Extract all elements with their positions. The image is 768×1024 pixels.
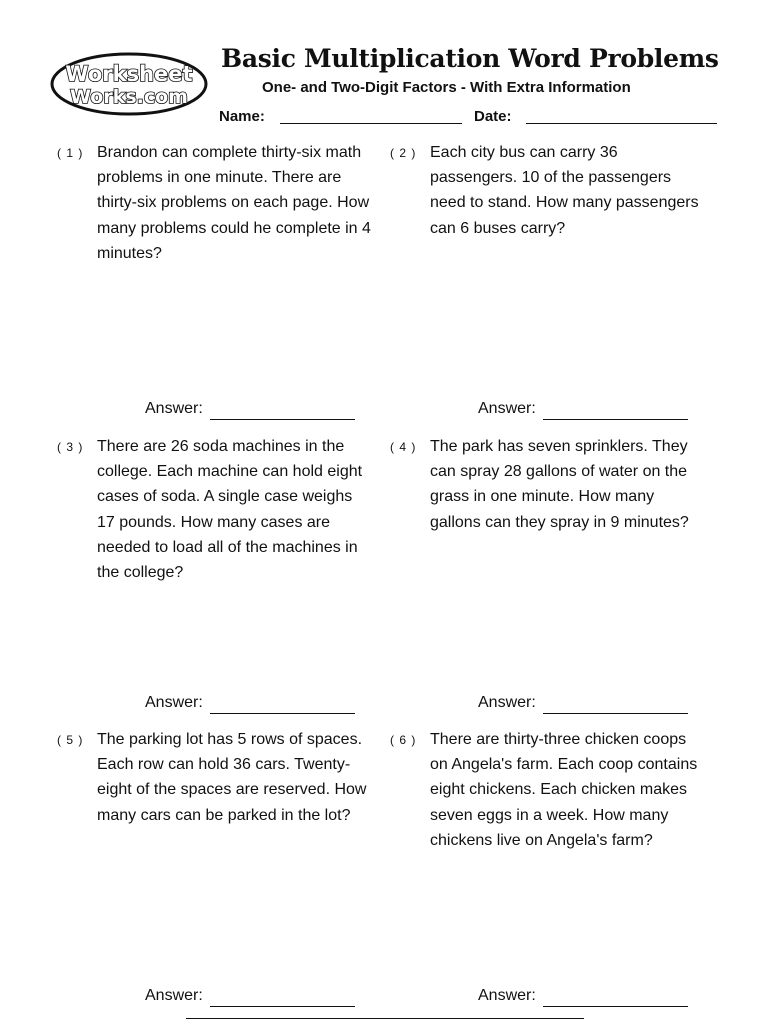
problem-text: There are thirty-three chicken coops on Angela's farm. Each coop contains eight chickens. Each chicken makes seven eggs in a week. How many chickens live on Angela's farm? bbox=[430, 731, 698, 849]
problem-number: ( 6 ) bbox=[390, 733, 417, 747]
name-label: Name: bbox=[219, 108, 265, 125]
problem-number: ( 4 ) bbox=[390, 440, 417, 454]
answer-field-6[interactable] bbox=[543, 1006, 688, 1007]
answer-label: Answer: bbox=[478, 400, 536, 417]
worksheetworks-logo bbox=[50, 52, 208, 116]
answer-label: Answer: bbox=[478, 694, 536, 711]
problem-text: The park has seven sprinklers. They can spray 28 gallons of water on the grass in one minute. How many gallons can they spray in 9 minutes? bbox=[430, 438, 689, 531]
problem-text: Each city bus can carry 36 passengers. 10 of the passengers need to stand. How many passengers can 6 buses carry? bbox=[430, 144, 699, 237]
problem-text: The parking lot has 5 rows of spaces. Each row can hold 36 cars. Twenty-eight of the spaces are reserved. How many cars can be parked in the lot? bbox=[97, 731, 367, 824]
answer-label: Answer: bbox=[145, 400, 203, 417]
footer-divider bbox=[186, 1018, 584, 1019]
answer-label: Answer: bbox=[145, 987, 203, 1004]
name-field[interactable] bbox=[280, 123, 462, 124]
answer-field-4[interactable] bbox=[543, 713, 688, 714]
answer-field-1[interactable] bbox=[210, 419, 355, 420]
logo-line1: Worksheet bbox=[65, 62, 193, 86]
problem-text: There are 26 soda machines in the college. Each machine can hold eight cases of soda. A single case weighs 17 pounds. How many cases are needed to load all of the machines in the college? bbox=[97, 438, 363, 582]
problem-number: ( 3 ) bbox=[57, 440, 84, 454]
problem-number: ( 2 ) bbox=[390, 146, 417, 160]
page-title: Basic Multiplication Word Problems bbox=[221, 44, 719, 73]
problem-text: Brandon can complete thirty-six math problems in one minute. There are thirty-six problems on each page. How many problems could he complete in 4 minutes? bbox=[97, 144, 371, 262]
answer-label: Answer: bbox=[478, 987, 536, 1004]
answer-label: Answer: bbox=[145, 694, 203, 711]
answer-field-3[interactable] bbox=[210, 713, 355, 714]
problem-number: ( 1 ) bbox=[57, 146, 84, 160]
date-field[interactable] bbox=[526, 123, 717, 124]
problem-number: ( 5 ) bbox=[57, 733, 84, 747]
logo-line2: Works.com bbox=[70, 86, 188, 108]
page-subtitle: One- and Two-Digit Factors - With Extra Information bbox=[262, 79, 631, 96]
date-label: Date: bbox=[474, 108, 512, 125]
answer-field-5[interactable] bbox=[210, 1006, 355, 1007]
answer-field-2[interactable] bbox=[543, 419, 688, 420]
